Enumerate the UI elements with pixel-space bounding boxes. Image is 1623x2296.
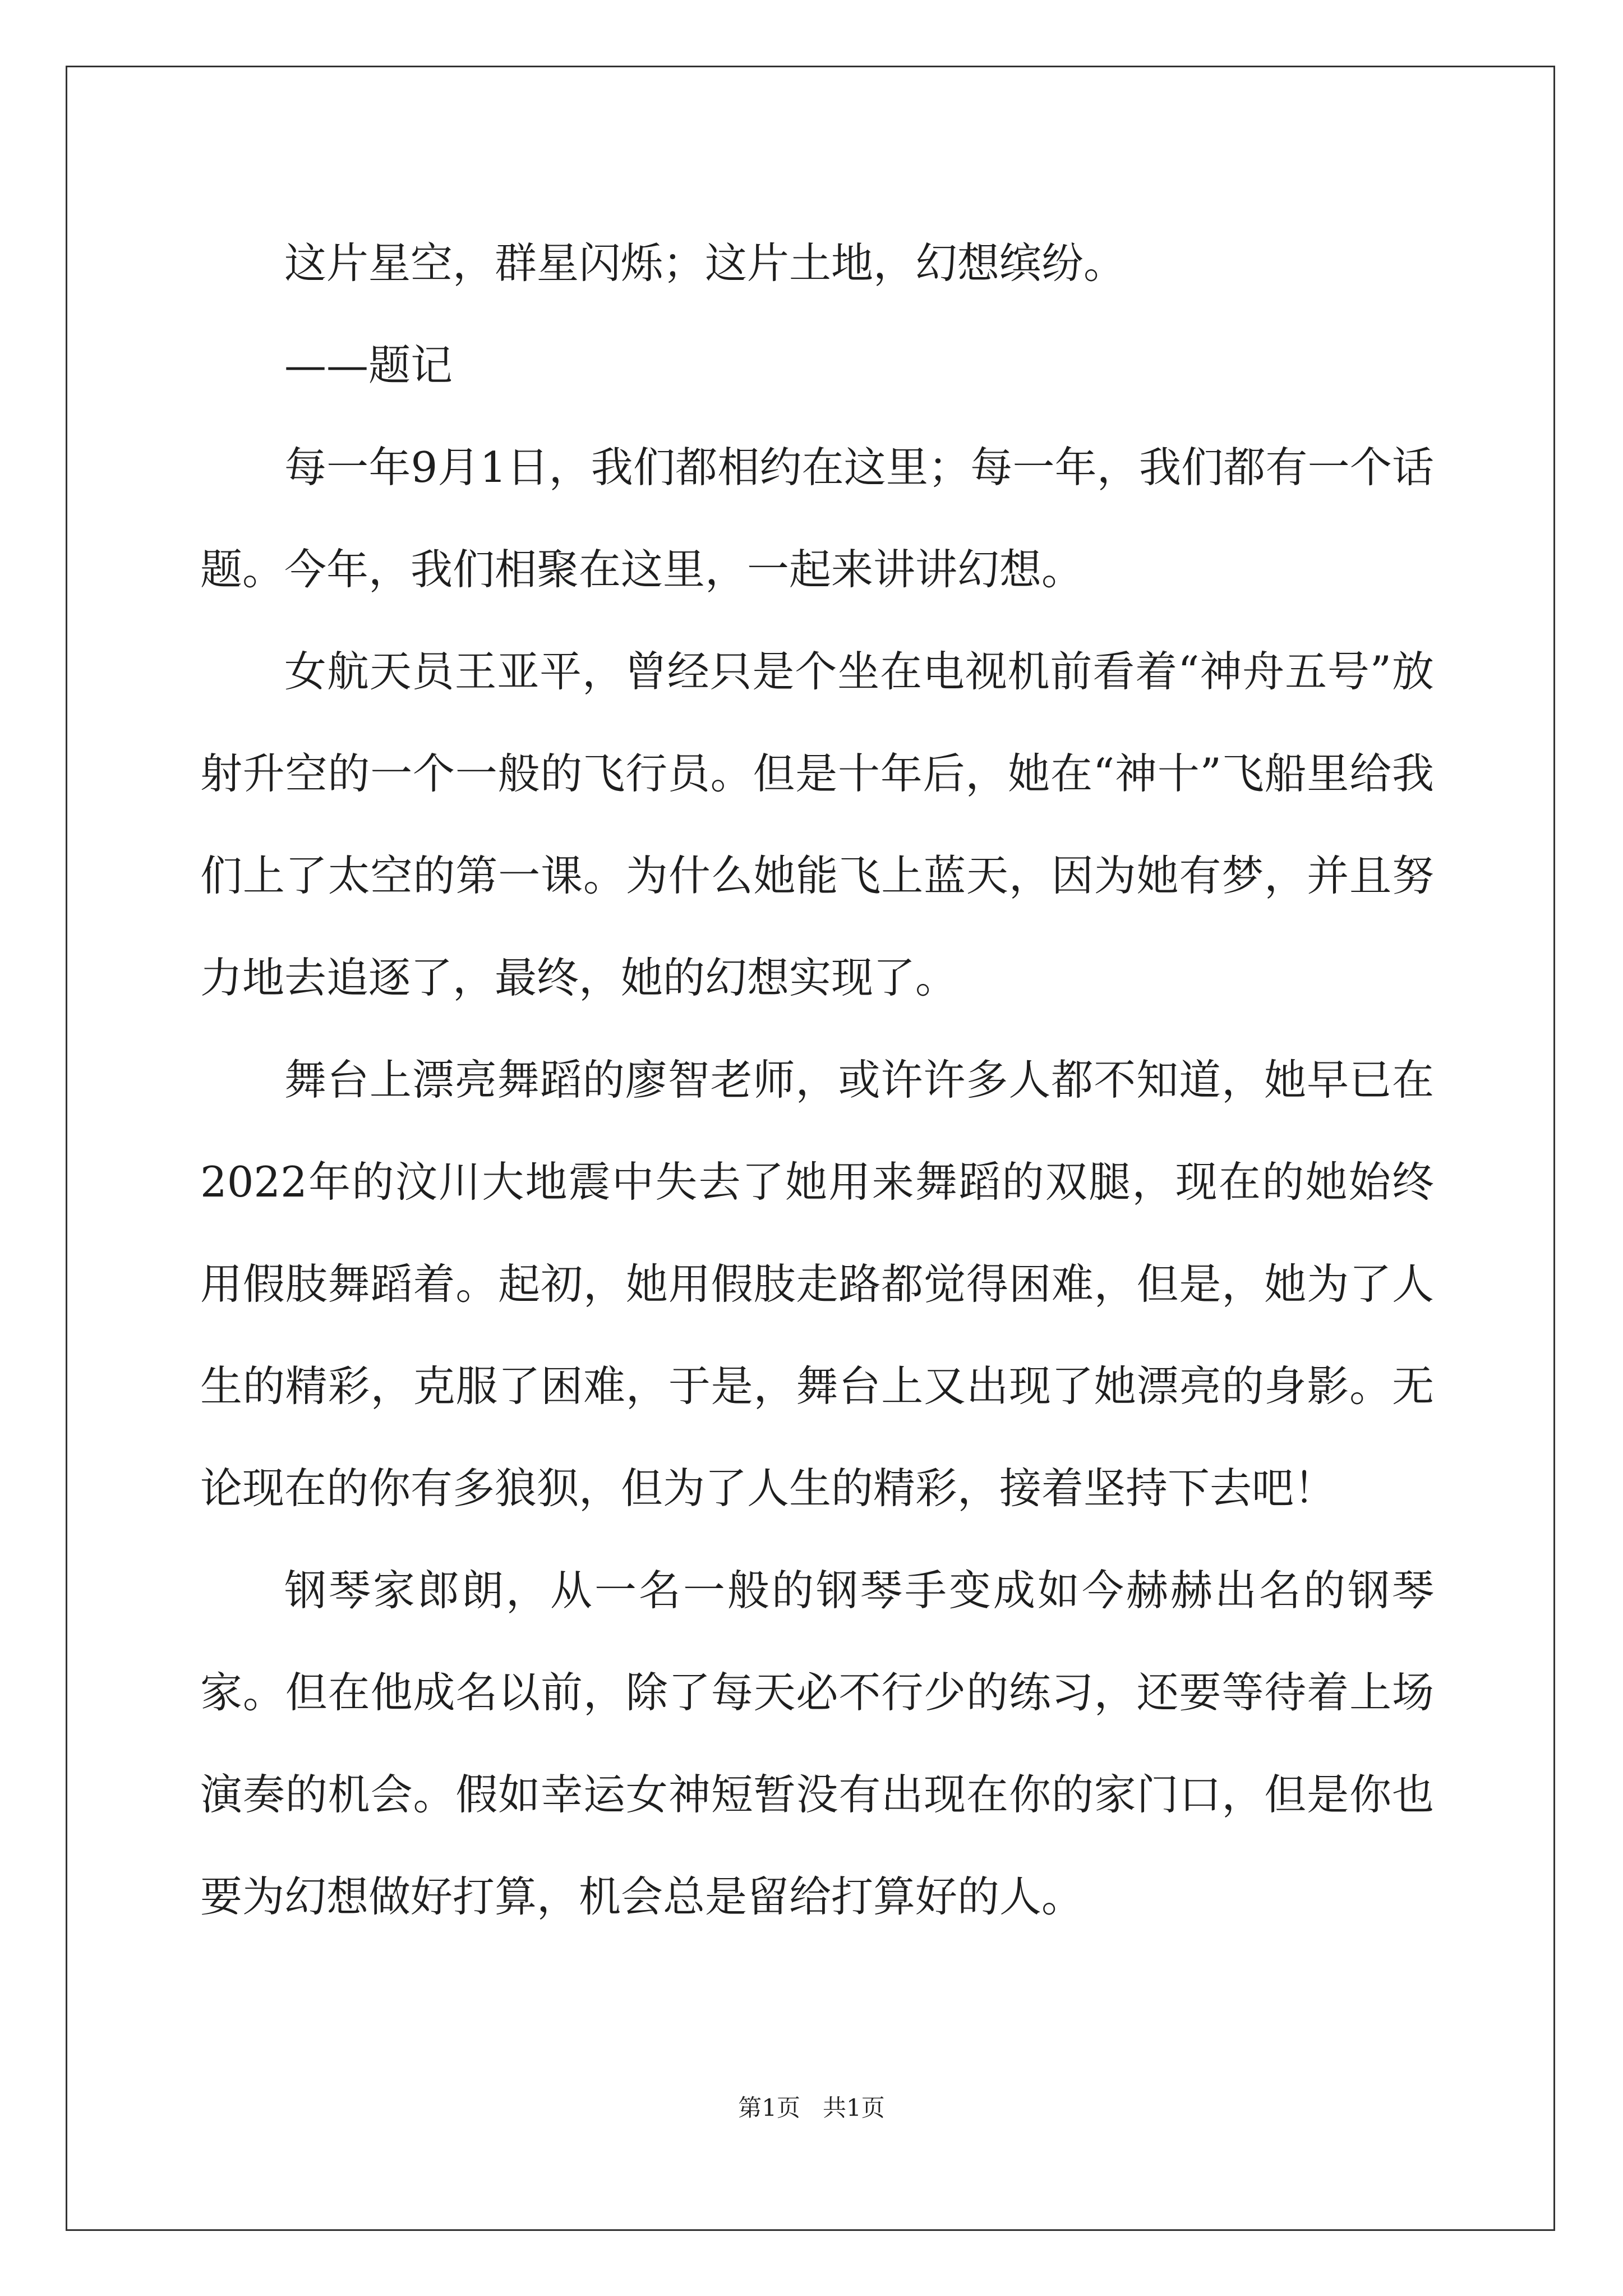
paragraph-epigraph: 这片星空，群星闪烁；这片土地，幻想缤纷。 xyxy=(284,238,1126,288)
paragraph-liao-zhi: 舞台上漂亮舞蹈的廖智老师，或许许多人都不知道，她早已在2022年的汶川大地震中失去了她用来舞蹈的双腿，现在的她始终用假肢舞蹈着。起初，她用假肢走路都觉得困难，但是，她为了人生的精彩，克服了困难，于是，舞台上又出现了她漂亮的身影。无论现在的你有多狼狈，但为了人生的精彩，接着坚持下去吧！ xyxy=(200,1055,1434,1513)
paragraph-intro: 每一年9月1日，我们都相约在这里；每一年，我们都有一个话题。今年，我们相聚在这里，一起来讲讲幻想。 xyxy=(200,443,1434,594)
document-body xyxy=(200,212,1434,1948)
paragraph-lang-lang: 钢琴家郎朗，从一名一般的钢琴手变成如今赫赫出名的钢琴家。但在他成名以前，除了每天必不行少的练习，还要等待着上场演奏的机会。假如幸运女神短暂没有出现在你的家门口，但是你也要为幻想做好打算，机会总是留给打算好的人。 xyxy=(200,1566,1434,1921)
paragraph-wang-yaping: 女航天员王亚平，曾经只是个坐在电视机前看着“神舟五号”放射升空的一个一般的飞行员。但是十年后，她在“神十”飞船里给我们上了太空的第一课。为什么她能飞上蓝天，因为她有梦，并且努力地去追逐了，最终，她的幻想实现了。 xyxy=(200,647,1434,1002)
paragraph-epigraph-signature: ——题记 xyxy=(284,341,453,390)
page-number-footer: 第1页 共1页 xyxy=(738,2094,885,2122)
